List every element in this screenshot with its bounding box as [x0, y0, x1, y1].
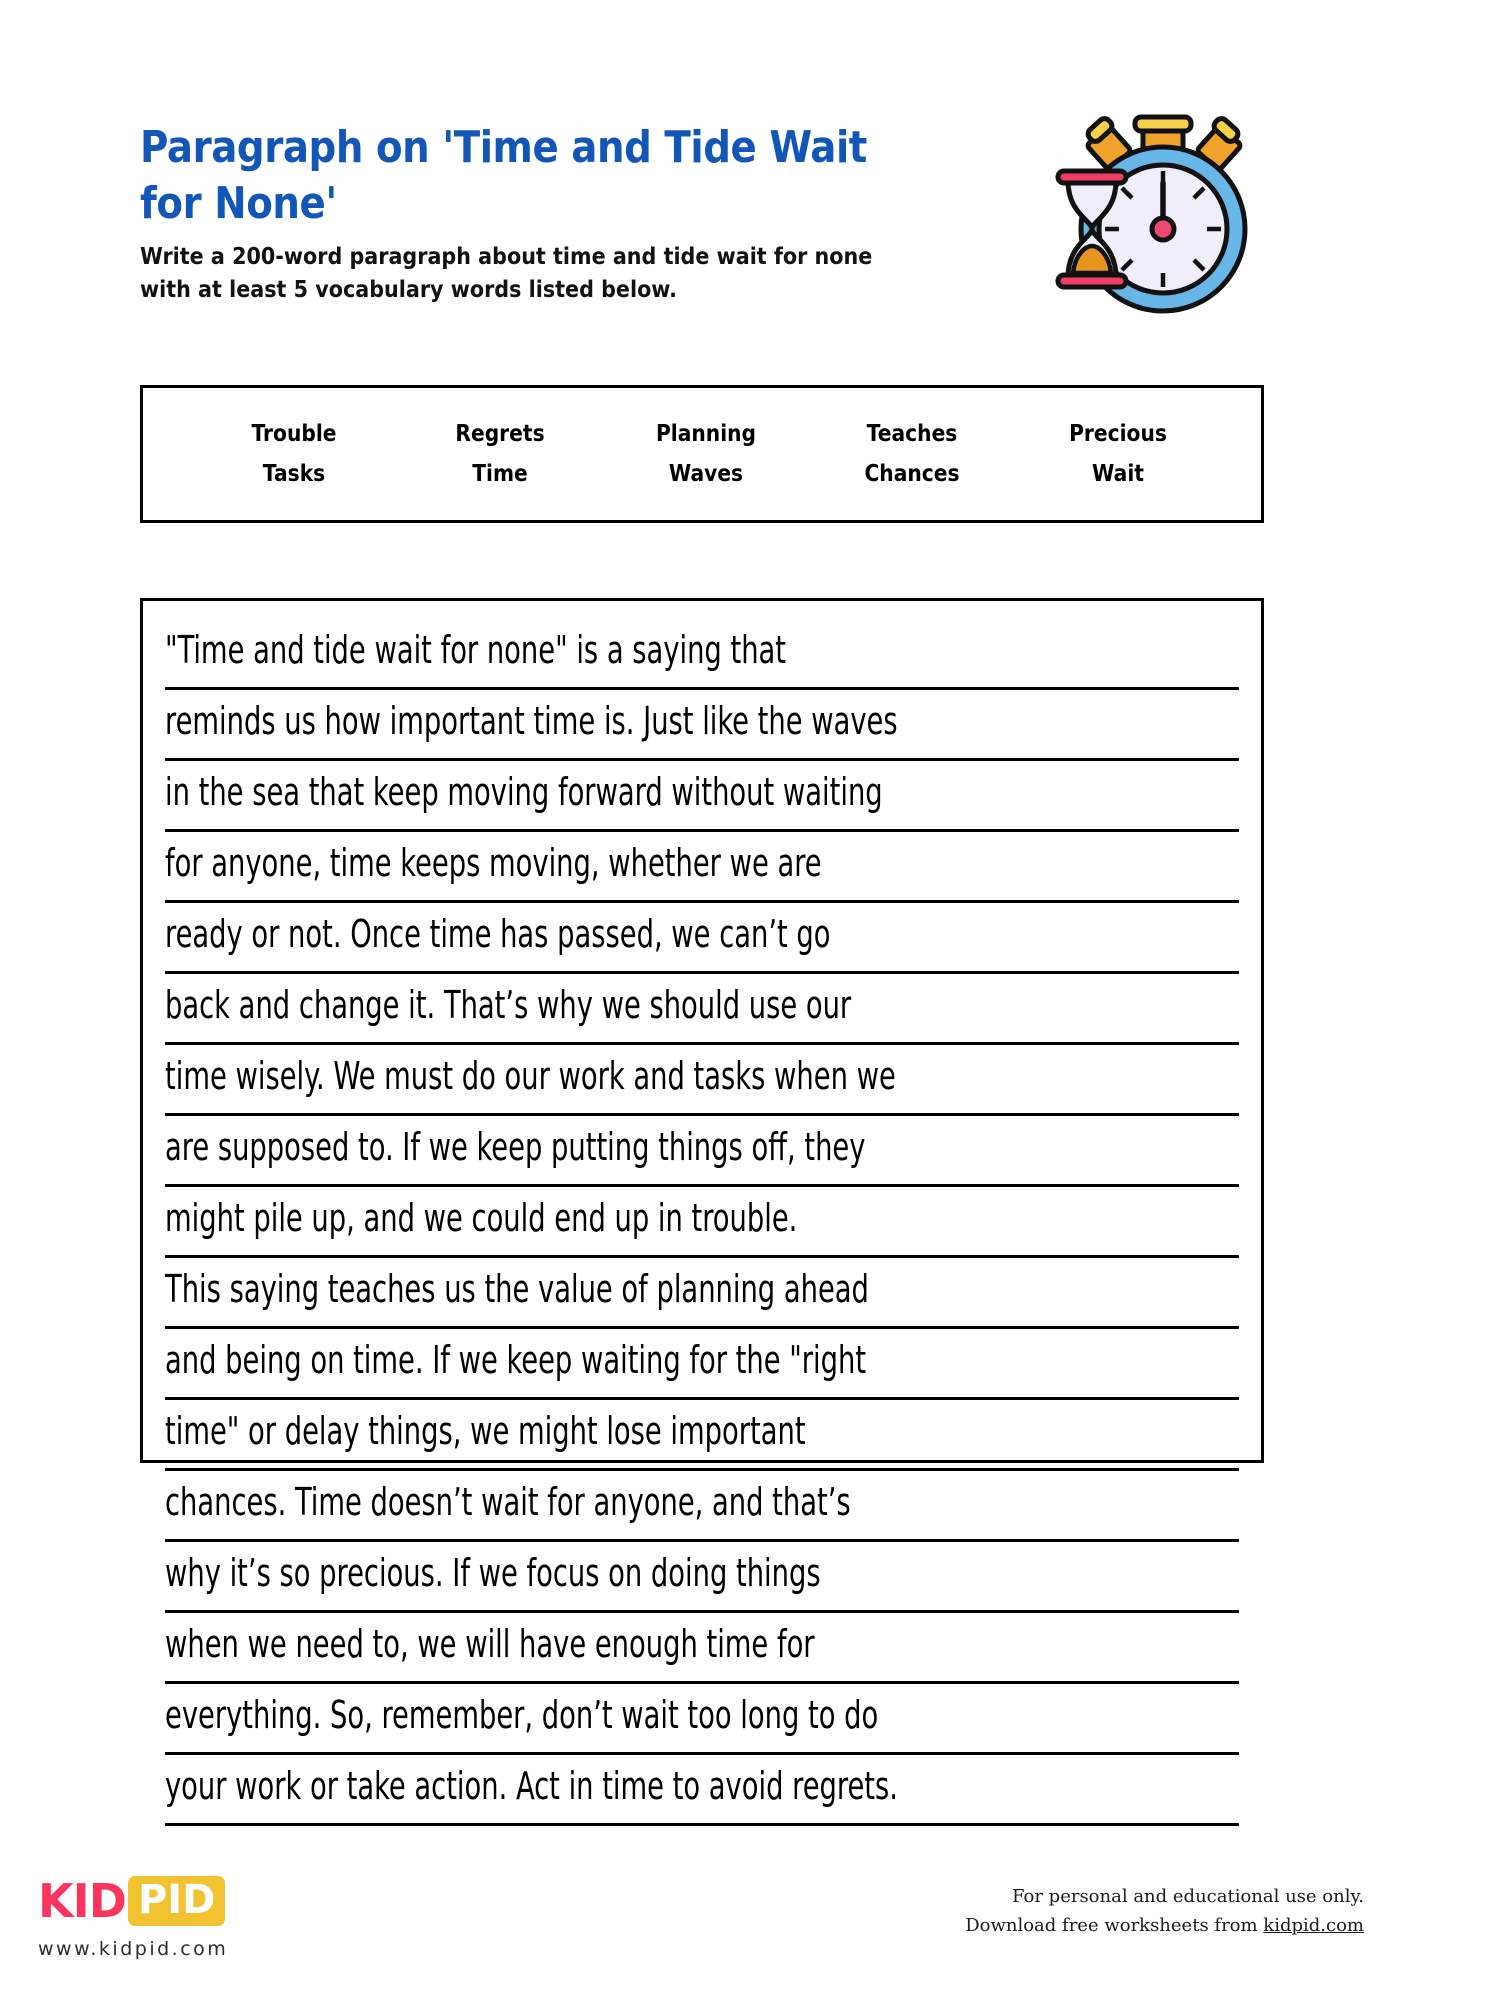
header-text-block: [140, 120, 1120, 307]
vocabulary-word: Precious: [1069, 421, 1167, 447]
vocabulary-word: Trouble: [251, 421, 337, 447]
vocabulary-row-1: [173, 414, 1231, 454]
vocabulary-word: Regrets: [455, 421, 545, 447]
paragraph-answer-box[interactable]: [140, 598, 1264, 1808]
answer-line: [165, 1542, 1239, 1613]
answer-line-text: reminds us how important time is. Just like the waves: [165, 699, 898, 743]
answer-line-text: in the sea that keep moving forward without waiting: [165, 770, 883, 814]
kidpid-footer-link[interactable]: kidpid.com: [1263, 1915, 1364, 1937]
answer-line: [165, 1329, 1239, 1400]
answer-line: [165, 1258, 1239, 1329]
answer-line-text: when we need to, we will have enough time for: [165, 1622, 815, 1666]
footer-usage-notice: [965, 1882, 1364, 1940]
logo-wordmark: [38, 1872, 298, 1930]
footer-notice-prefix: Download free worksheets from: [965, 1915, 1264, 1937]
answer-line-text: This saying teaches us the value of planning ahead: [165, 1267, 869, 1311]
footer-notice-line-1: For personal and educational use only.: [1012, 1886, 1364, 1907]
answer-line-text: everything. So, remember, don’t wait too long to do: [165, 1693, 879, 1737]
answer-line: [165, 1755, 1239, 1826]
answer-line-text: are supposed to. If we keep putting things off, they: [165, 1125, 866, 1169]
answer-line: [165, 903, 1239, 974]
answer-line: [165, 690, 1239, 761]
vocabulary-row-2: [173, 454, 1231, 494]
vocabulary-word: Teaches: [866, 421, 958, 447]
answer-line-text: time" or delay things, we might lose important: [165, 1409, 806, 1453]
vocabulary-word: Tasks: [262, 461, 326, 487]
vocabulary-word-box: [140, 385, 1264, 523]
instruction-line-2: with at least 5 vocabulary words listed below.: [140, 276, 677, 303]
answer-line-text: for anyone, time keeps moving, whether we are: [165, 841, 822, 885]
answer-line-text: "Time and tide wait for none" is a saying that: [165, 628, 787, 672]
answer-line: [165, 1471, 1239, 1542]
vocabulary-word: Chances: [864, 461, 960, 487]
answer-line-text: chances. Time doesn’t wait for anyone, and that’s: [165, 1480, 851, 1524]
answer-line: [165, 1045, 1239, 1116]
instruction-line-1: Write a 200-word paragraph about time and tide wait for none: [140, 243, 873, 270]
answer-line-text: back and change it. That’s why we should use our: [165, 983, 852, 1027]
worksheet-instructions: [140, 241, 1022, 308]
kidpid-logo[interactable]: [38, 1872, 298, 1960]
page-title: Paragraph on 'Time and Tide Wait for None': [140, 122, 867, 230]
answer-line: [165, 1187, 1239, 1258]
answer-line: [165, 1400, 1239, 1471]
footer-notice-line-2: [965, 1911, 1364, 1940]
page-footer: [0, 1850, 1414, 2000]
answer-line-text: ready or not. Once time has passed, we can’t go: [165, 912, 831, 956]
answer-line: [165, 832, 1239, 903]
answer-line-text: and being on time. If we keep waiting for the "right: [165, 1338, 867, 1382]
answer-line: [165, 619, 1239, 690]
vocabulary-word: Planning: [655, 421, 757, 447]
logo-website-url: www.kidpid.com: [38, 1938, 229, 1960]
answer-line: [165, 761, 1239, 832]
answer-line: [165, 1684, 1239, 1755]
answer-line: [165, 1613, 1239, 1684]
vocabulary-word: Wait: [1092, 461, 1144, 487]
answer-line: [165, 974, 1239, 1045]
logo-pid-badge: PID: [128, 1876, 225, 1926]
answer-line-text: why it’s so precious. If we focus on doing things: [165, 1551, 821, 1595]
vocabulary-word: Waves: [668, 461, 744, 487]
worksheet-header: [140, 120, 1260, 350]
vocabulary-word: Time: [472, 461, 528, 487]
logo-kid-text: KID: [38, 1874, 126, 1928]
answer-line-text: your work or take action. Act in time to avoid regrets.: [165, 1764, 898, 1808]
answer-line-text: might pile up, and we could end up in trouble.: [165, 1196, 798, 1240]
stopwatch-and-hourglass-icon: [1020, 105, 1280, 325]
answer-line-text: time wisely. We must do our work and tasks when we: [165, 1054, 896, 1098]
answer-line: [165, 1116, 1239, 1187]
